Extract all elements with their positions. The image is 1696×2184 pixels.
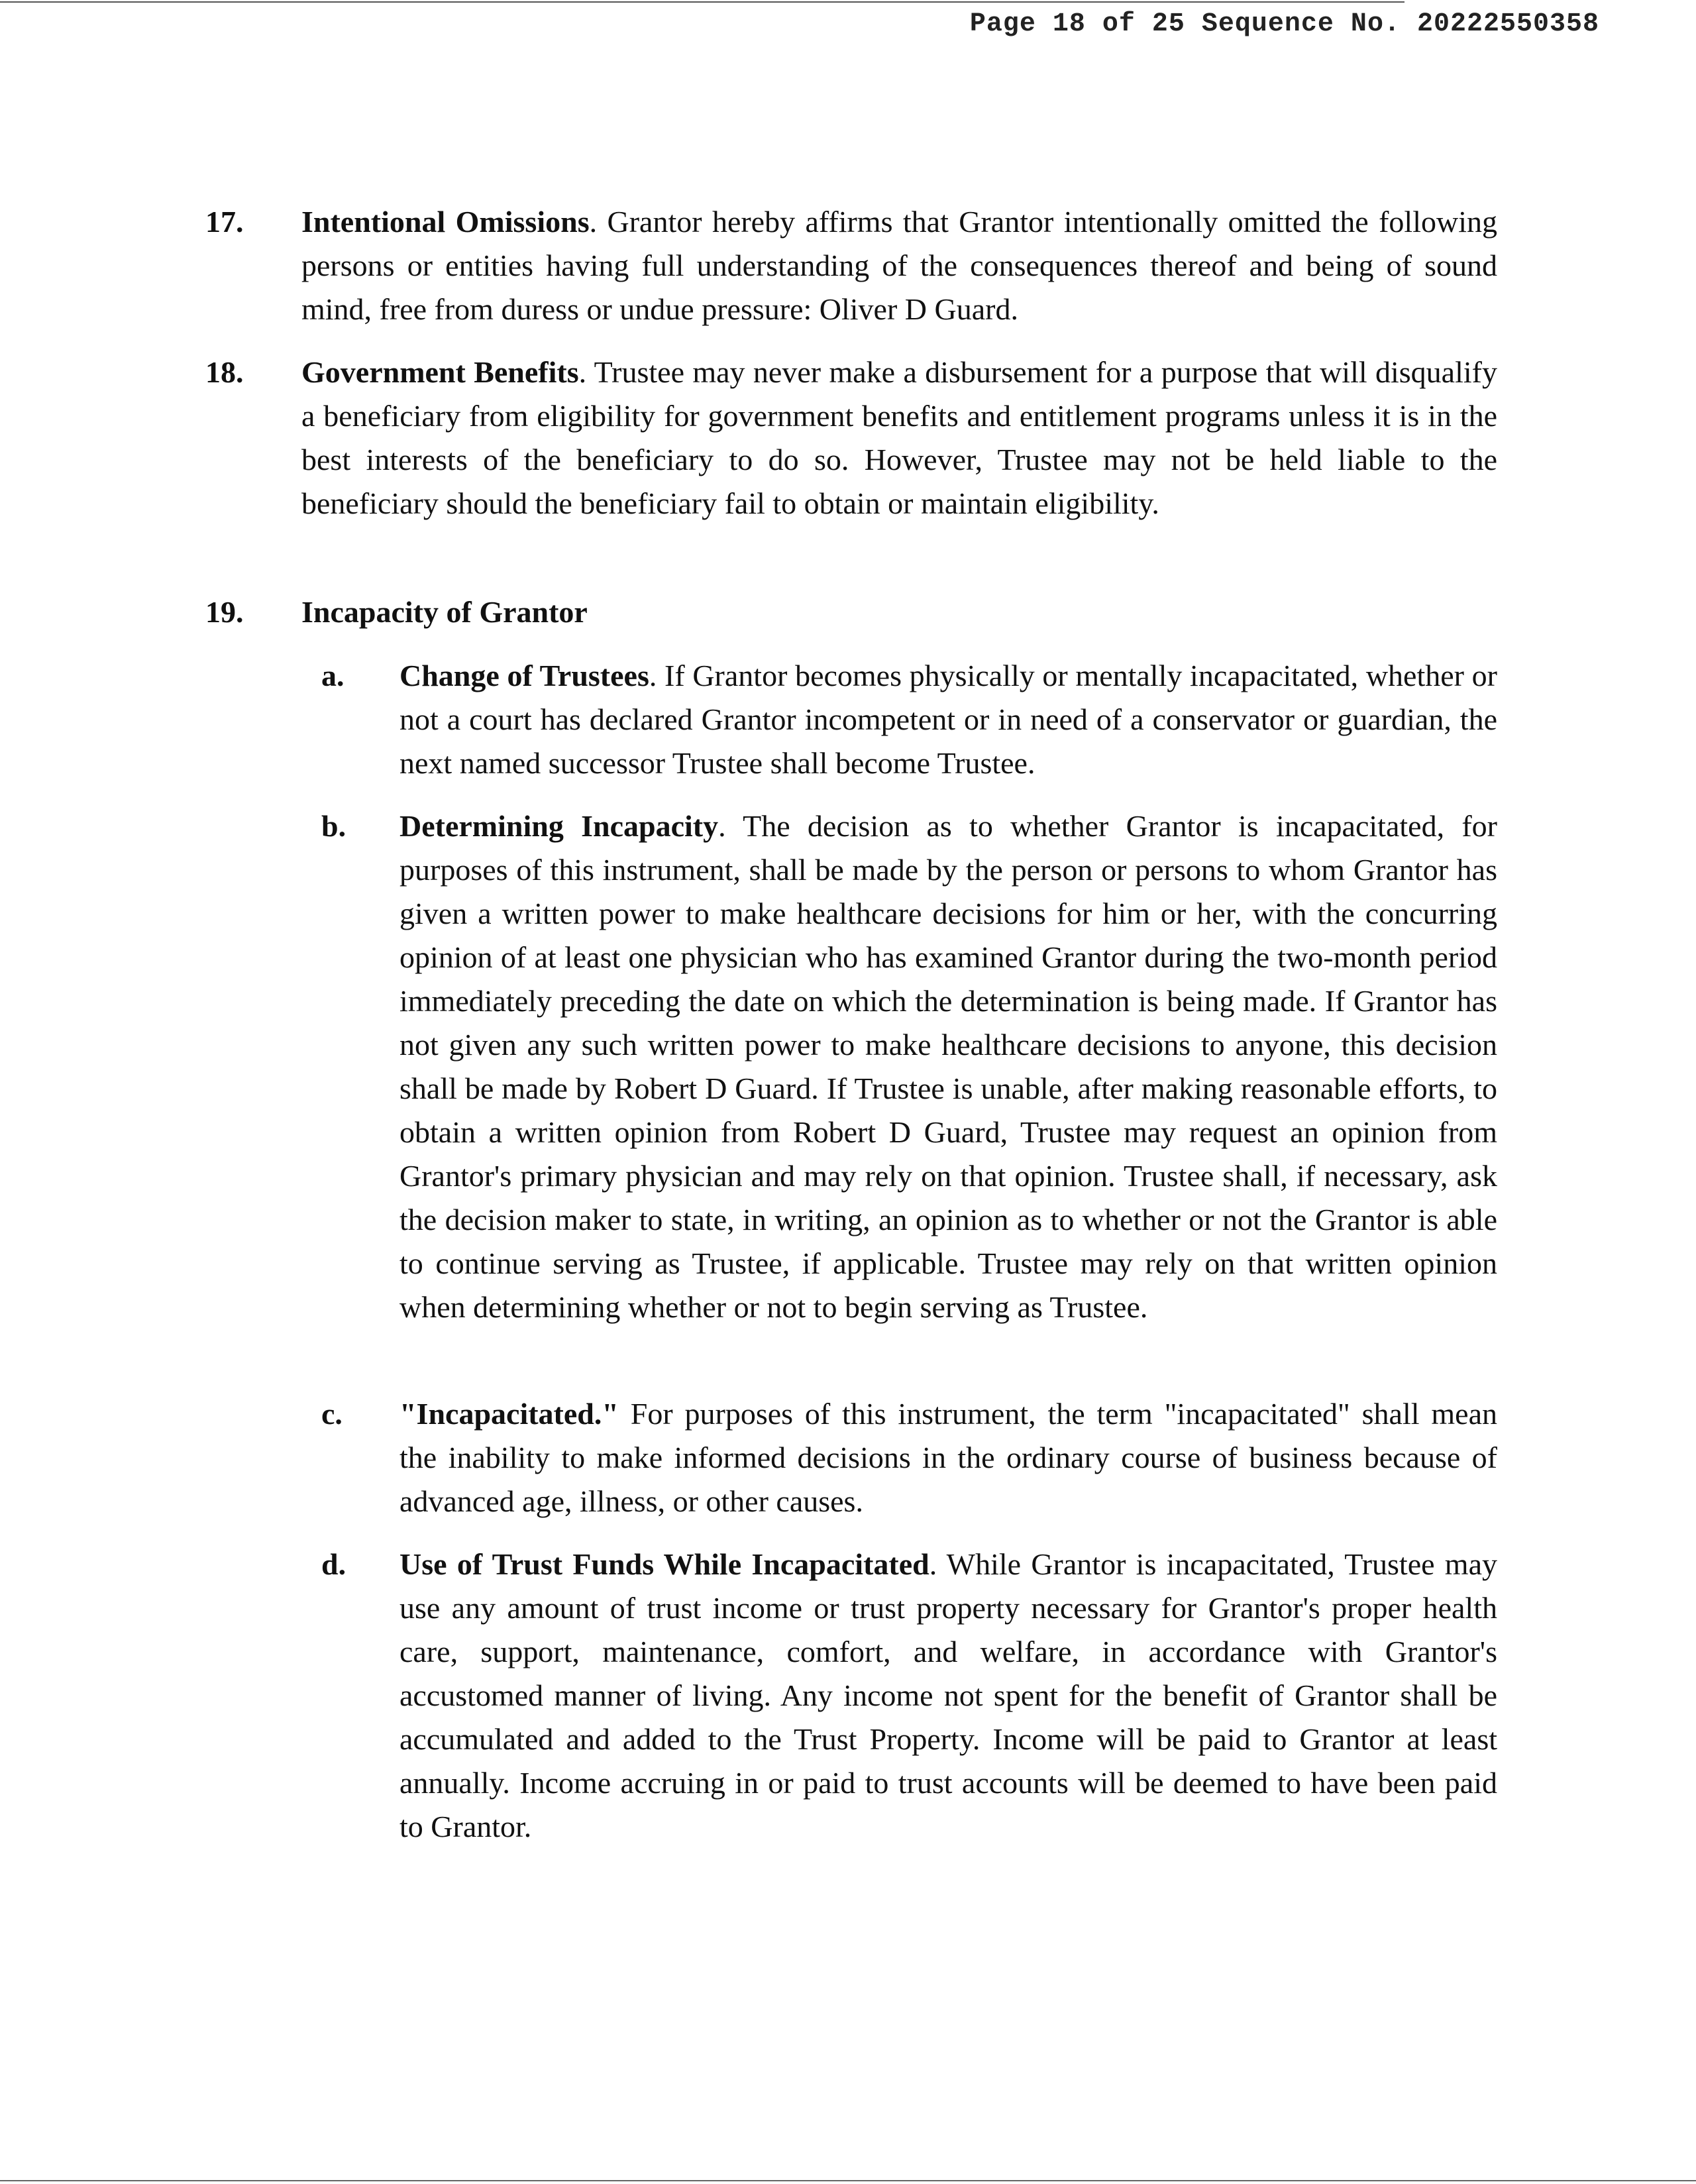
- subsection-title: Determining Incapacity: [399, 809, 719, 843]
- subsection-title: Change of Trustees: [399, 659, 649, 692]
- top-rule: [0, 1, 1404, 3]
- page-sequence-header: Page 18 of 25 Sequence No. 20222550358: [969, 9, 1599, 39]
- section-paragraph: [301, 200, 1497, 331]
- subsection-paragraph: [399, 1543, 1497, 1849]
- section-heading: [301, 590, 1497, 634]
- subsection-text: . While Grantor is incapacitated, Trustee may use any amount of trust income or trust property necessary for Grantor's proper health care, support, maintenance, comfort, and welfare, in accordance with Grantor's accustomed manner of living. Any income not spent for the benefit of Grantor shall be accumulated and added to the Trust Property. Income will be paid to Grantor at least annually. Income accruing in or paid to trust accounts will be deemed to have been paid to Grantor.: [399, 1547, 1498, 1843]
- subsection-text: For purposes of this instrument, the term "incapacitated" shall mean the inability to make informed decisions in the ordinary course of business because of advanced age, illness, or other causes.: [399, 1397, 1497, 1518]
- subsection-text: . The decision as to whether Grantor is incapacitated, for purposes of this instrument, shall be made by the person or persons to whom Grantor has given a written power to make healthcare decisions for him or her, with the concurring opinion of at least one physician who has examined Grantor during the two-month period immediately preceding the date on which the determination is being made. If Grantor has not given any such written power to make healthcare decisions to anyone, this decision shall be made by Robert D Guard. If Trustee is unable, after making reasonable efforts, to obtain a written opinion from Robert D Guard, Trustee may request an opinion from Grantor's primary physician and may rely on that opinion. Trustee shall, if necessary, ask the decision maker to state, in writing, an opinion as to whether or not the Grantor is able to continue serving as Trustee, if applicable. Trustee may rely on that written opinion when determining whether or not to begin serving as Trustee.: [399, 809, 1497, 1324]
- bottom-rule: [0, 2180, 1696, 2181]
- subsection-text: . If Grantor becomes physically or mentally incapacitated, whether or not a court has declared Grantor incompetent or in need of a conservator or guardian, the next named successor Trustee shall become Trustee.: [399, 659, 1497, 780]
- section-number: 17.: [205, 205, 244, 239]
- section-title: Government Benefits: [301, 355, 579, 389]
- section-paragraph: [301, 351, 1497, 525]
- section-title: Incapacity of Grantor: [301, 595, 588, 629]
- section-number: 18.: [205, 355, 244, 389]
- section-number: 19.: [205, 595, 244, 629]
- subsection-paragraph: [399, 1392, 1497, 1523]
- section-text: . Grantor hereby affirms that Grantor intentionally omitted the following persons or entities having full understanding of the consequences thereof and being of sound mind, free from duress or undue pressure: Oliver D Guard.: [301, 205, 1497, 326]
- subsection-paragraph: [399, 804, 1497, 1329]
- subsection-letter: d.: [321, 1547, 346, 1581]
- section-title: Intentional Omissions: [301, 205, 590, 239]
- subsection-letter: c.: [321, 1397, 343, 1431]
- subsection-title: "Incapacitated.": [399, 1397, 619, 1431]
- section-text: . Trustee may never make a disbursement for a purpose that will disqualify a beneficiary from eligibility for government benefits and entitlement programs unless it is in the best interests of the beneficiary to do so. However, Trustee may not be held liable to the beneficiary should the beneficiary fail to obtain or maintain eligibility.: [301, 355, 1497, 520]
- subsection-title: Use of Trust Funds While Incapacitated: [399, 1547, 929, 1581]
- subsection-paragraph: [399, 654, 1497, 785]
- subsection-letter: b.: [321, 809, 346, 843]
- subsection-letter: a.: [321, 659, 344, 692]
